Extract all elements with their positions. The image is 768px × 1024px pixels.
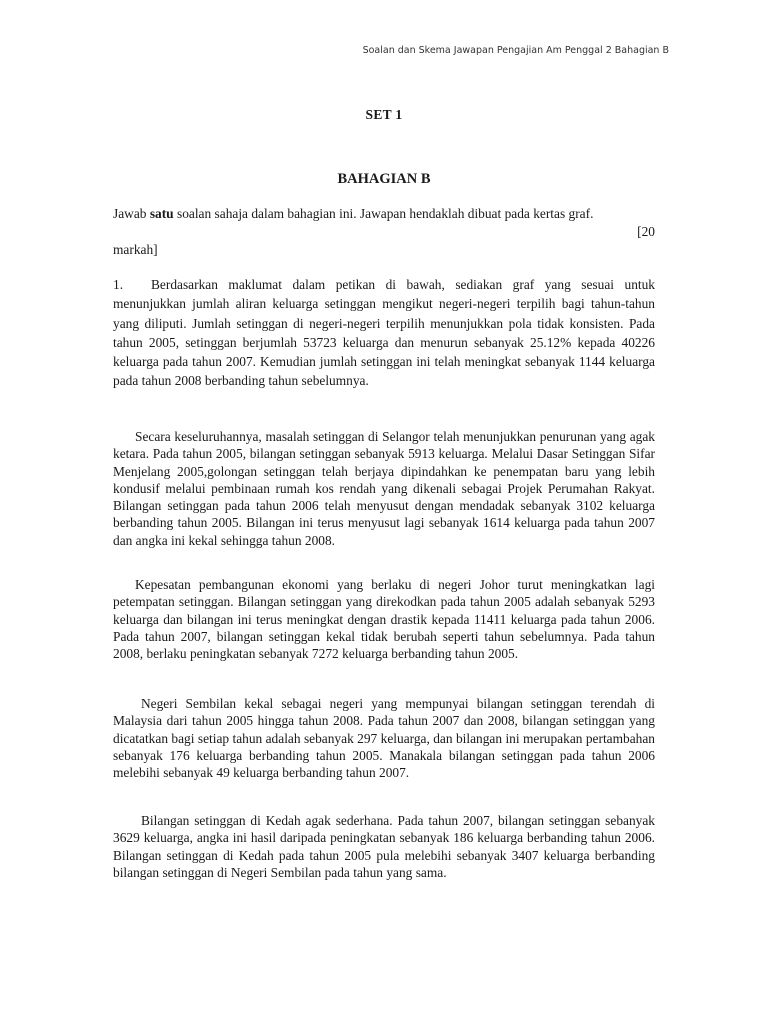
paragraph-text: Kepesatan pembangunan ekonomi yang berlaku di negeri Johor turut meningkatkan lagi petempatan setinggan. Bilangan setinggan yang direkodkan pada tahun 2005 adalah sebanyak 5293 keluarga dan bilangan ini terus meningkat dengan drastik kepada 11411 keluarga pada tahun 2006. Pada tahun 2007, bilangan setinggan kekal tidak berubah seperti tahun sebelumnya. Pada tahun 2008, berlaku peningkatan sebanyak 7272 keluarga berbanding tahun 2005. — [113, 577, 655, 662]
paragraph-kedah — [113, 812, 655, 881]
instruction-prefix: Jawab — [113, 206, 150, 221]
marks-close: markah] — [113, 242, 158, 257]
instruction-suffix: soalan sahaja dalam bahagian ini. Jawapan hendaklah dibuat pada kertas graf. — [173, 206, 594, 221]
instruction-text — [113, 205, 655, 223]
set-title: SET 1 — [365, 107, 403, 122]
paragraph-text: Negeri Sembilan kekal sebagai negeri yang mempunyai bilangan setinggan terendah di Malaysia dari tahun 2005 hingga tahun 2008. Pada tahun 2007 dan 2008, bilangan setinggan yang dicatatkan bagi setiap tahun adalah sebanyak 297 keluarga, dan bilangan ini merupakan pertambahan sebanyak 176 keluarga berbanding tahun 2005. Manakala bilangan setinggan pada tahun 2006 melebihi sebanyak 49 keluarga berbanding tahun 2007. — [113, 696, 655, 781]
paragraph-text: Secara keseluruhannya, masalah setinggan di Selangor telah menunjukkan penurunan yang agak ketara. Pada tahun 2005, bilangan setinggan sebanyak 5913 keluarga. Melalui Dasar Setinggan Sifar Menjelang 2005,golongan setinggan telah berjaya dipindahkan ke penempatan baru yang lebih kondusif melalui pembinaan rumah kos rendah yang dikenali sebagai Projek Perumahan Rakyat. Bilangan setinggan pada tahun 2006 telah menyusut dengan mendadak sebanyak 3102 keluarga berbanding tahun 2005. Bilangan ini terus menyusut lagi sebanyak 1614 keluarga pada tahun 2007 dan angka ini kekal sehingga tahun 2008. — [113, 429, 655, 548]
instruction-emphasis: satu — [149, 206, 174, 221]
question-1 — [113, 275, 655, 391]
question-number: 1. — [113, 277, 124, 292]
section-title: BAHAGIAN B — [337, 171, 431, 187]
paragraph-selangor — [113, 428, 655, 549]
running-header: Soalan dan Skema Jawapan Pengajian Am Penggal 2 Bahagian B — [362, 45, 669, 56]
marks-open: [20 — [637, 224, 655, 239]
instruction — [113, 205, 655, 259]
paragraph-johor — [113, 576, 655, 662]
paragraph-negeri-sembilan — [113, 695, 655, 781]
question-body: Berdasarkan maklumat dalam petikan di bawah, sediakan graf yang sesuai untuk menunjukkan jumlah aliran keluarga setinggan mengikut negeri-negeri terpilih bagi tahun-tahun yang diliputi. Jumlah setinggan di negeri-negeri terpilih menunjukkan pola tidak konsisten. Pada tahun 2005, setinggan berjumlah 53723 keluarga dan menurun sebanyak 25.12% kepada 40226 keluarga pada tahun 2007. Kemudian jumlah setinggan ini telah meningkat sebanyak 1144 keluarga pada tahun 2008 berbanding tahun sebelumnya. — [113, 277, 655, 389]
paragraph-text: Bilangan setinggan di Kedah agak sederhana. Pada tahun 2007, bilangan setinggan sebanyak 3629 keluarga, angka ini hasil daripada peningkatan sebanyak 186 keluarga berbanding tahun 2006. Bilangan setinggan di Kedah pada tahun 2005 pula melebihi sebanyak 3407 keluarga berbanding bilangan setinggan di Negeri Sembilan pada tahun yang sama. — [113, 813, 655, 880]
question-text — [113, 275, 655, 391]
